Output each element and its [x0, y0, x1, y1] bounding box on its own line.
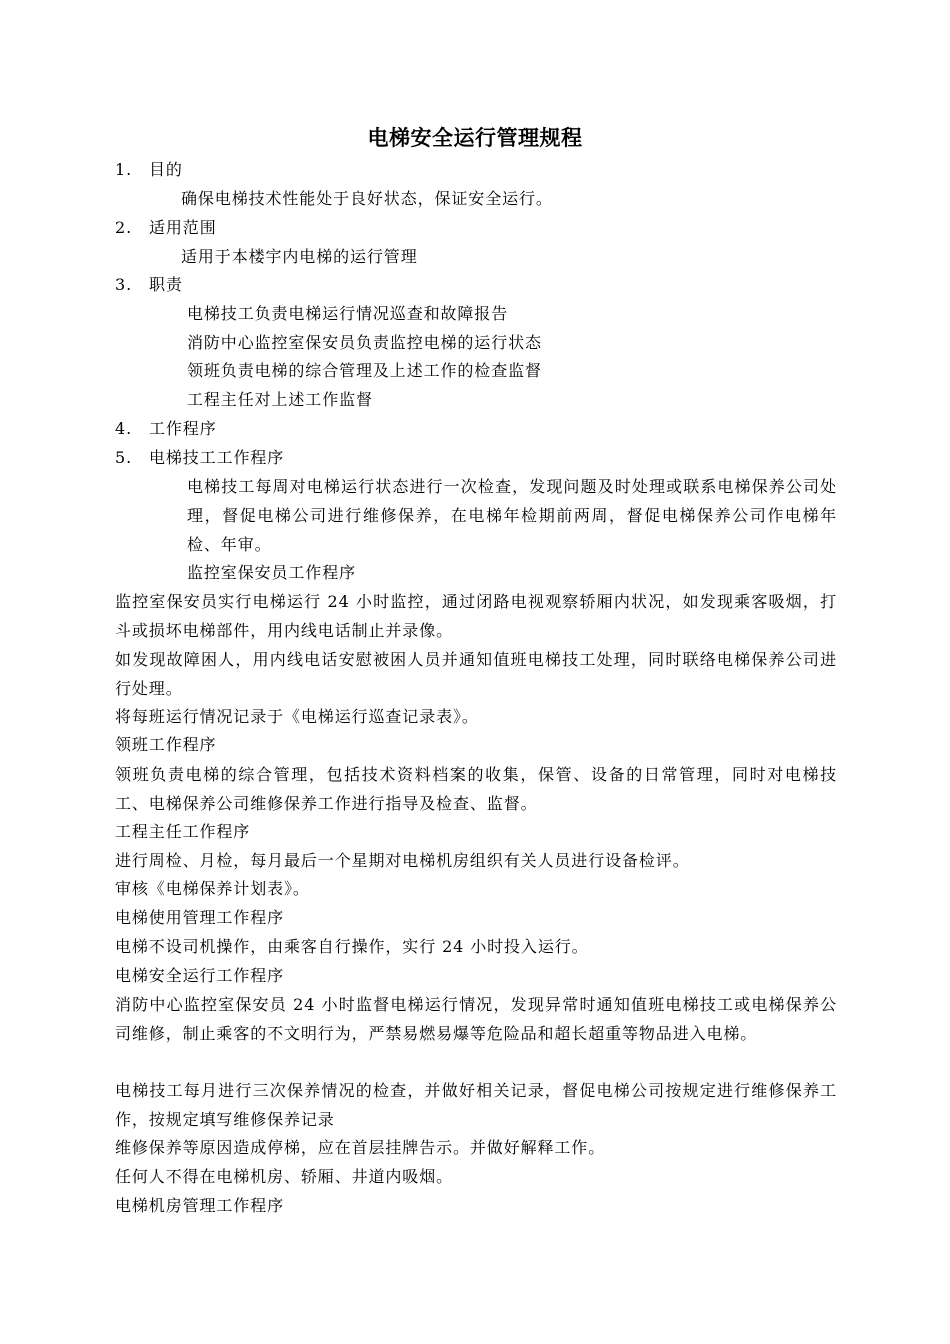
section-title: 工作程序 — [149, 419, 217, 438]
section-number: 2. — [115, 218, 133, 237]
section-5-heading — [115, 448, 284, 468]
section-title: 电梯技工工作程序 — [149, 448, 285, 467]
subsection-heading: 电梯安全运行工作程序 — [115, 966, 285, 985]
paragraph: 维修保养等原因造成停梯，应在首层挂牌告示。并做好解释工作。 — [115, 1138, 606, 1157]
responsibility-item: 工程主任对上述工作监督 — [187, 390, 373, 409]
paragraph: 监控室保安员实行电梯运行 24 小时监控，通过闭路电视观察轿厢内状况，如发现乘客吸烟，打斗或损坏电梯部件，用内线电话制止并录像。 — [115, 592, 837, 640]
paragraph: 任何人不得在电梯机房、轿厢、井道内吸烟。 — [115, 1167, 454, 1186]
subsection-heading: 电梯使用管理工作程序 — [115, 908, 285, 927]
paragraph: 将每班运行情况记录于《电梯运行巡查记录表》。 — [115, 707, 479, 726]
responsibility-item: 电梯技工负责电梯运行情况巡查和故障报告 — [187, 304, 509, 323]
section-2-body: 适用于本楼宇内电梯的运行管理 — [181, 247, 418, 266]
subsection-heading: 电梯机房管理工作程序 — [115, 1196, 285, 1215]
responsibility-item: 消防中心监控室保安员负责监控电梯的运行状态 — [187, 333, 542, 352]
section-1-body: 确保电梯技术性能处于良好状态，保证安全运行。 — [181, 189, 553, 208]
section-number: 3. — [115, 275, 133, 294]
section-title: 目的 — [149, 160, 183, 179]
subsection-heading: 监控室保安员工作程序 — [187, 563, 357, 582]
paragraph: 进行周检、月检，每月最后一个星期对电梯机房组织有关人员进行设备检评。 — [115, 851, 690, 870]
section-number: 4. — [115, 419, 133, 438]
paragraph: 电梯不设司机操作，由乘客自行操作，实行 24 小时投入运行。 — [115, 937, 589, 956]
paragraph: 审核《电梯保养计划表》。 — [115, 879, 310, 898]
paragraph: 如发现故障困人，用内线电话安慰被困人员并通知值班电梯技工处理，同时联络电梯保养公司进行处理。 — [115, 650, 837, 698]
subsection-heading: 工程主任工作程序 — [115, 822, 251, 841]
responsibility-item: 领班负责电梯的综合管理及上述工作的检查监督 — [187, 361, 542, 380]
section-2-heading — [115, 218, 217, 238]
section-number: 1. — [115, 160, 133, 179]
section-4-heading — [115, 419, 217, 439]
section-3-heading — [115, 275, 183, 295]
subsection-heading: 领班工作程序 — [115, 735, 217, 754]
document-title: 电梯安全运行管理规程 — [367, 126, 583, 150]
section-title: 职责 — [149, 275, 183, 294]
paragraph: 领班负责电梯的综合管理，包括技术资料档案的收集，保管、设备的日常管理，同时对电梯技工、电梯保养公司维修保养工作进行指导及检查、监督。 — [115, 765, 837, 813]
paragraph: 电梯技工每月进行三次保养情况的检查，并做好相关记录，督促电梯公司按规定进行维修保养工作，按规定填写维修保养记录 — [115, 1081, 837, 1129]
section-1-heading — [115, 160, 183, 180]
paragraph: 消防中心监控室保安员 24 小时监督电梯运行情况，发现异常时通知值班电梯技工或电梯保养公司维修，制止乘客的不文明行为，严禁易燃易爆等危险品和超长超重等物品进入电梯。 — [115, 995, 837, 1043]
section-title: 适用范围 — [149, 218, 217, 237]
section-number: 5. — [115, 448, 133, 467]
section-5-body: 电梯技工每周对电梯运行状态进行一次检查，发现问题及时处理或联系电梯保养公司处理，督促电梯公司进行维修保养，在电梯年检期前两周，督促电梯保养公司作电梯年检、年审。 — [187, 477, 837, 554]
